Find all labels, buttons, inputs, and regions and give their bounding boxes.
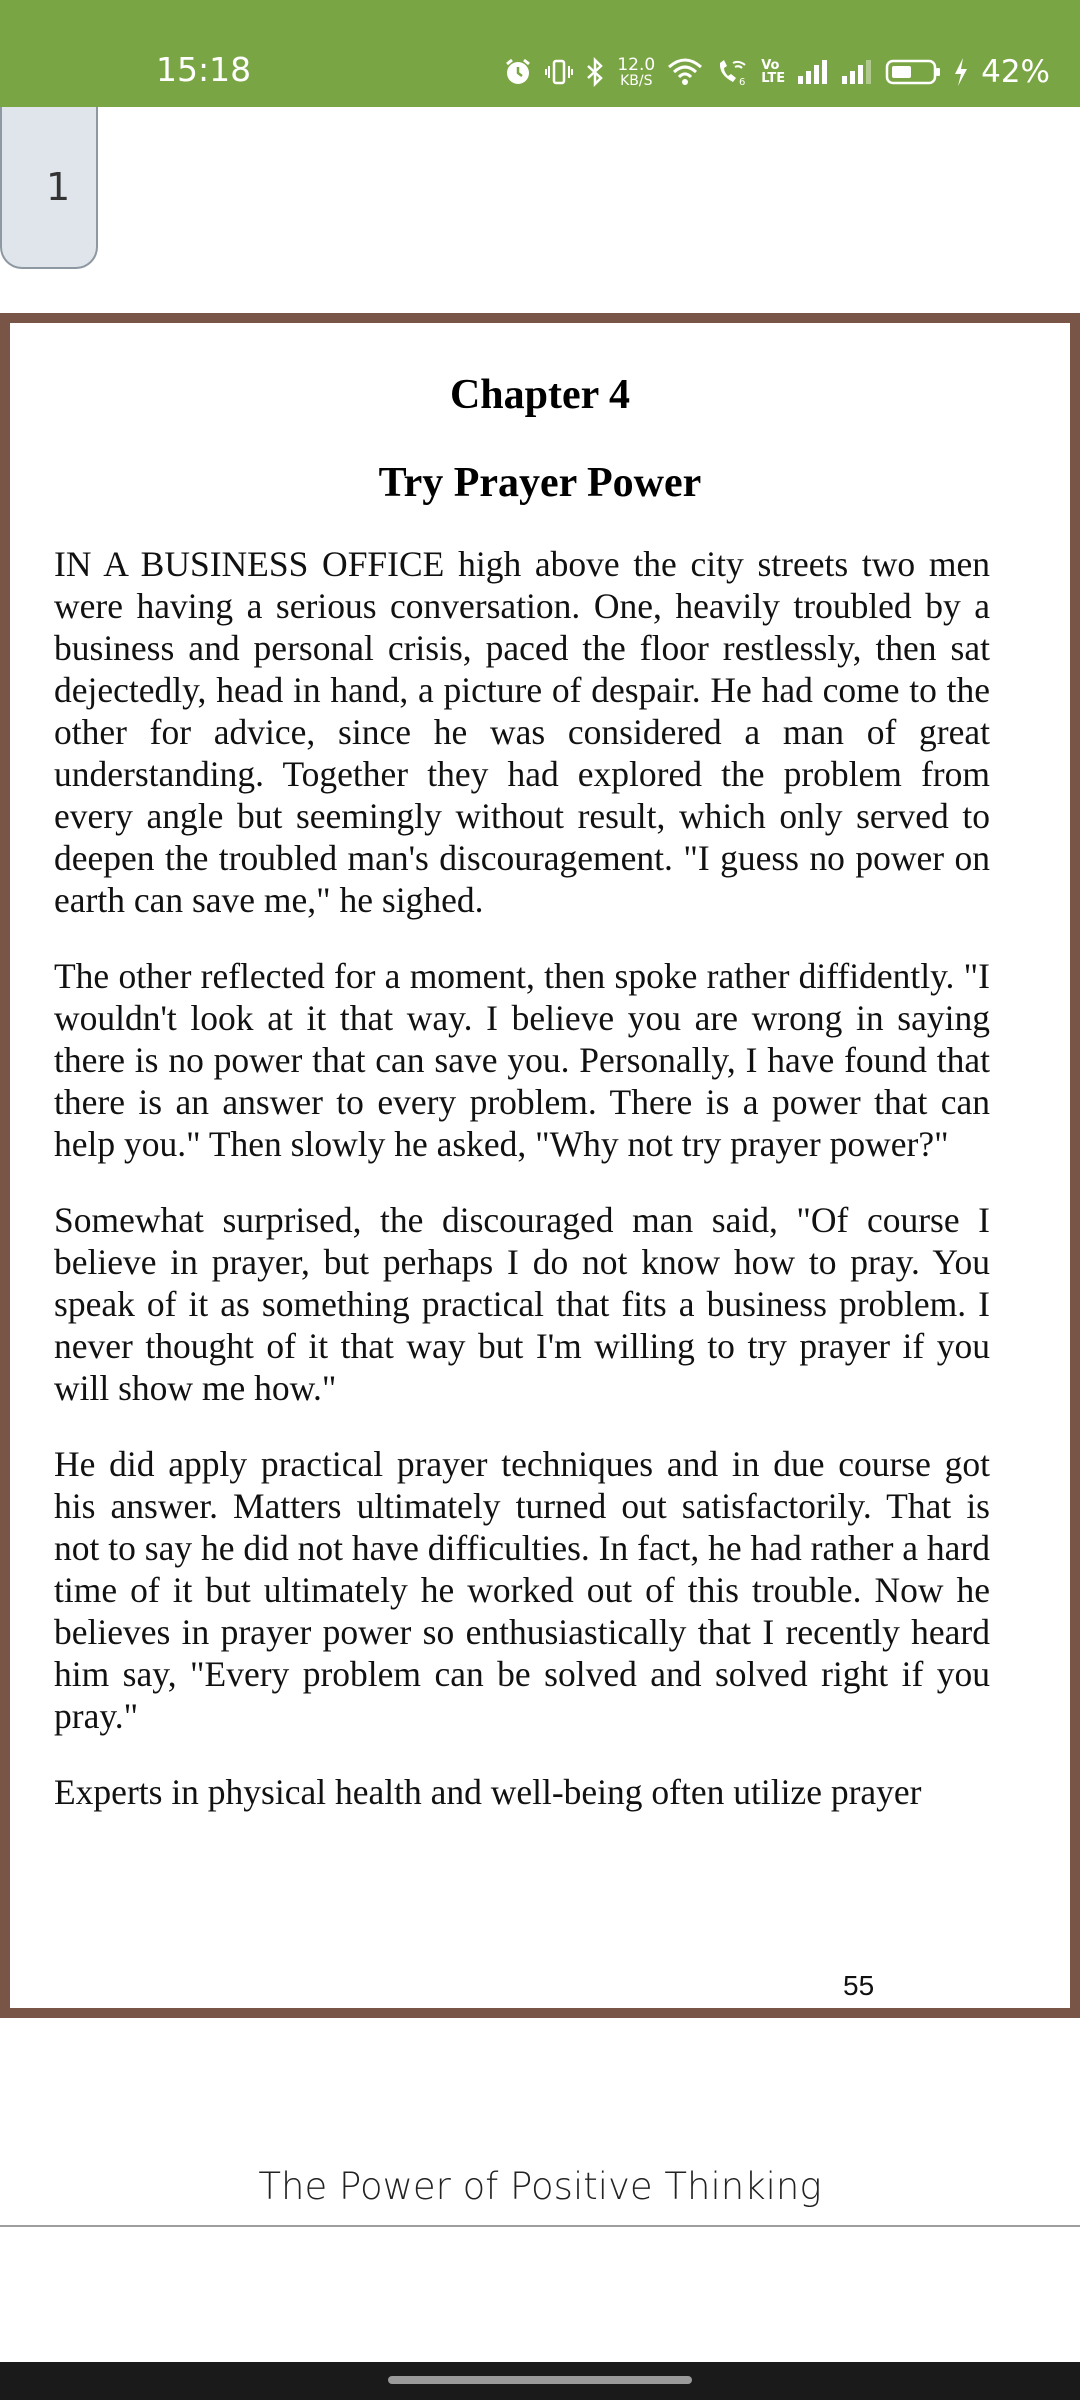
status-bar <box>0 0 1080 107</box>
chapter-title: Try Prayer Power <box>378 460 702 506</box>
paragraph: The other reflected for a moment, then spoke rather diffidently. "I wouldn't look at it that way. I believe you are wrong in saying there is no power that can save you. Personally, I have found that there is an answer to every problem. There is a power that can help you." Then slowly he asked, "Why not try prayer power?" <box>54 956 990 1164</box>
wifi-icon <box>667 57 703 87</box>
paragraph: Experts in physical health and well-being often utilize prayer <box>54 1772 922 1812</box>
network-speed <box>617 54 656 89</box>
page-tab[interactable] <box>0 107 98 269</box>
navigation-bar <box>0 2362 1080 2400</box>
bluetooth-icon <box>585 57 605 87</box>
wifi-calling-icon <box>715 57 749 87</box>
home-indicator[interactable] <box>388 2376 692 2384</box>
charging-icon <box>953 57 969 87</box>
battery-percent: 42% <box>981 54 1050 90</box>
status-time: 15:18 <box>156 50 252 89</box>
volte-indicator <box>761 59 785 85</box>
status-icons <box>503 50 1050 94</box>
battery-icon <box>885 58 941 86</box>
vibrate-icon <box>545 57 573 87</box>
volte-top: Vo <box>761 58 780 73</box>
volte-bottom: LTE <box>761 71 786 86</box>
page-number: 55 <box>843 1970 875 2001</box>
paragraph: He did apply practical prayer techniques and in due course got his answer. Matters ultimately turned out satisfactorily. That is not to say he did not have difficulties. In fact, he had rather a hard time of it but ultimately he worked out of this trouble. Now he believes in prayer power so enthusiastically that I recently heard him say, "Every problem can be solved and solved right if you pray." <box>54 1444 990 1736</box>
page-body-text <box>54 543 990 1847</box>
wifi-calling-badge: 6 <box>739 77 746 87</box>
book-title: The Power of Positive Thinking <box>258 2165 822 2208</box>
footer-divider <box>0 2225 1080 2227</box>
paragraph: IN A BUSINESS OFFICE high above the city streets two men were having a serious conversation. One, heavily troubled by a business and personal crisis, paced the floor restlessly, then sat dejectedly, head in hand, a picture of despair. He had come to the other for advice, since he was considered a man of great understanding. Together they had explored the problem from every angle but seemingly without result, which only served to deepen the troubled man's discouragement. "I guess no power on earth can save me," he sighed. <box>54 544 990 920</box>
signal-icon <box>797 59 829 85</box>
page-tab-number: 1 <box>46 165 71 209</box>
network-speed-unit: KB/S <box>620 72 653 89</box>
network-speed-value: 12.0 <box>617 54 656 75</box>
alarm-icon <box>503 57 533 87</box>
paragraph: Somewhat surprised, the discouraged man said, "Of course I believe in prayer, but perhaps I do not know how to pray. You speak of it as something practical that fits a business problem. I never thought of it that way but I'm willing to try prayer if you will show me how." <box>54 1200 990 1408</box>
signal-icon <box>841 59 873 85</box>
book-page-frame <box>0 313 1080 2018</box>
book-page[interactable] <box>10 323 1070 2008</box>
chapter-number: Chapter 4 <box>449 372 631 418</box>
